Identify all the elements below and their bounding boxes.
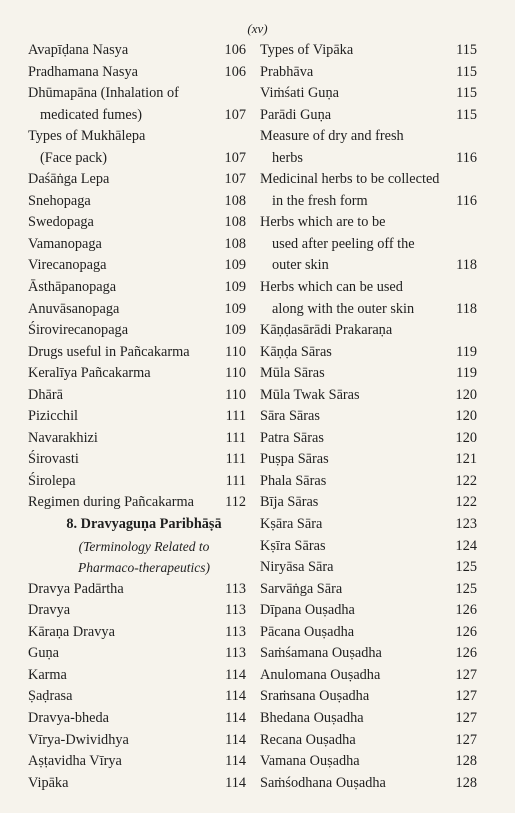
toc-entry-title: Vipāka xyxy=(28,774,69,791)
toc-entry xyxy=(28,751,246,773)
toc-entry xyxy=(260,105,477,127)
toc-entry-title: Swedopaga xyxy=(28,214,94,231)
toc-entry-title: Snehopaga xyxy=(28,192,91,209)
toc-entry xyxy=(28,708,246,730)
toc-entry xyxy=(260,536,477,558)
toc-entry xyxy=(28,428,246,450)
toc-entry-title: Pācana Ouṣadha xyxy=(260,623,355,640)
toc-entry-page: 107 xyxy=(224,171,246,188)
toc-entry-page: 127 xyxy=(455,688,477,705)
toc-entry-title: Dhūmapāna (Inhalation of xyxy=(28,85,179,102)
toc-entry-page: 116 xyxy=(456,192,477,209)
toc-entry-title: Avapīḍana Nasya xyxy=(28,42,129,58)
toc-entry-title-continued: used after peeling off the xyxy=(272,235,415,252)
right-entries xyxy=(260,40,477,794)
toc-entry xyxy=(260,83,477,105)
toc-entry xyxy=(260,708,477,730)
toc-entry-title: Puṣpa Sāras xyxy=(260,451,329,468)
toc-entry-page: 110 xyxy=(225,386,246,403)
toc-entry-page: 113 xyxy=(225,645,246,662)
toc-entry xyxy=(28,471,246,493)
toc-entry xyxy=(260,255,477,277)
toc-entry-title: Types of Mukhālepa xyxy=(28,128,146,145)
toc-entry-title: Dravya xyxy=(28,602,71,619)
toc-entry-title: Recana Ouṣadha xyxy=(260,731,356,748)
toc-entry-title-continued: herbs xyxy=(272,149,303,166)
section-heading: 8. Dravyaguṇa Paribhāṣā xyxy=(66,516,222,533)
toc-entry-page: 123 xyxy=(455,516,477,533)
toc-entry xyxy=(28,643,246,665)
toc-entry-page: 114 xyxy=(225,753,246,770)
toc-entry xyxy=(28,126,246,148)
toc-entry-page: 106 xyxy=(224,63,246,80)
toc-entry-page: 115 xyxy=(456,42,477,58)
toc-entry-title: Vamanopaga xyxy=(28,235,102,252)
toc-entry-title: Śirolepa xyxy=(28,472,76,489)
toc-entry xyxy=(28,148,246,170)
toc-entry-title: Guṇa xyxy=(28,645,59,662)
toc-entry xyxy=(260,773,477,795)
toc-entry-page: 118 xyxy=(456,257,477,274)
toc-entry-title: Parādi Guṇa xyxy=(260,106,332,123)
toc-entry-title: Patra Sāras xyxy=(260,429,324,446)
toc-entry xyxy=(260,643,477,665)
toc-entry-page: 114 xyxy=(225,666,246,683)
toc-entry-page: 126 xyxy=(455,645,477,662)
toc-entry xyxy=(28,686,246,708)
toc-entry-page: 111 xyxy=(225,429,246,446)
toc-entry-title: Bhedana Ouṣadha xyxy=(260,709,364,726)
toc-entry-title: Saṁśamana Ouṣadha xyxy=(260,645,382,662)
toc-entry-page: 109 xyxy=(224,257,246,274)
toc-entry xyxy=(28,212,246,234)
toc-entry-page: 109 xyxy=(224,279,246,296)
toc-entry xyxy=(260,600,477,622)
toc-entry-title: Āsthāpanopaga xyxy=(28,279,117,296)
toc-entry xyxy=(260,471,477,493)
toc-entry-page: 108 xyxy=(224,235,246,252)
toc-entry-title: Herbs which are to be xyxy=(260,214,386,231)
toc-entry-page: 111 xyxy=(225,451,246,468)
toc-entry-title-continued: (Face pack) xyxy=(40,149,108,166)
toc-entry-page: 125 xyxy=(455,580,477,597)
toc-entry-page: 126 xyxy=(455,602,477,619)
toc-entry-page: 109 xyxy=(224,300,246,317)
toc-entry xyxy=(28,277,246,299)
toc-entry xyxy=(260,730,477,752)
toc-entry xyxy=(260,557,477,579)
toc-entry xyxy=(28,492,246,514)
toc-entry-title: Aṣṭavidha Vīrya xyxy=(28,753,122,770)
toc-entry-title: Sraṁsana Ouṣadha xyxy=(260,688,370,705)
toc-entry-title: Keralīya Pañcakarma xyxy=(28,365,151,382)
toc-entry-title: Dhārā xyxy=(28,386,63,403)
toc-entry xyxy=(260,299,477,321)
toc-entry xyxy=(28,600,246,622)
toc-entry-page: 106 xyxy=(224,42,246,58)
toc-entry-title: Types of Vipāka xyxy=(260,42,354,58)
toc-entry xyxy=(28,342,246,364)
toc-entry-title: Pizicchil xyxy=(28,408,79,425)
toc-entry-title: Medicinal herbs to be collected xyxy=(260,171,440,188)
toc-entry-page: 122 xyxy=(455,494,477,511)
toc-entry xyxy=(260,212,477,234)
toc-entry xyxy=(260,385,477,407)
toc-entry-title: Kṣīra Sāras xyxy=(260,537,326,554)
toc-entry-page: 110 xyxy=(225,365,246,382)
toc-entry-page: 113 xyxy=(225,602,246,619)
toc-entry-title: Viṁśati Guṇa xyxy=(260,85,339,102)
toc-entry-page: 125 xyxy=(455,559,477,576)
toc-entry-title-continued: outer skin xyxy=(272,257,329,274)
toc-entry xyxy=(260,191,477,213)
toc-entry-title: Sarvāṅga Sāra xyxy=(260,580,343,597)
toc-entry-title: Kāraṇa Dravya xyxy=(28,623,115,640)
toc-entry-page: 113 xyxy=(225,623,246,640)
toc-entry-page: 124 xyxy=(455,537,477,554)
toc-entry-page: 107 xyxy=(224,149,246,166)
toc-entry xyxy=(28,773,246,795)
toc-entry-page: 118 xyxy=(456,300,477,317)
toc-entry-page: 114 xyxy=(225,731,246,748)
toc-entry xyxy=(260,751,477,773)
toc-entry xyxy=(28,299,246,321)
toc-entry-title: Measure of dry and fresh xyxy=(260,128,404,145)
toc-entry-page: 111 xyxy=(225,408,246,425)
toc-entry xyxy=(28,579,246,601)
toc-entry-page: 115 xyxy=(456,85,477,102)
toc-entry-page: 111 xyxy=(225,472,246,489)
toc-entry-page: 119 xyxy=(456,365,477,382)
toc-entry xyxy=(28,385,246,407)
toc-entry-title: Phala Sāras xyxy=(260,472,327,489)
toc-entry-page: 128 xyxy=(455,774,477,791)
toc-entry xyxy=(260,514,477,536)
toc-entry-title: Drugs useful in Pañcakarma xyxy=(28,343,190,360)
toc-entry-title: Sāra Sāras xyxy=(260,408,320,425)
left-entries xyxy=(28,40,246,514)
toc-entry-title: Śirovirecanopaga xyxy=(28,322,129,339)
toc-entry-title: Karma xyxy=(28,666,67,683)
toc-entry-title: Pradhamana Nasya xyxy=(28,63,138,80)
toc-entry xyxy=(28,406,246,428)
toc-entry xyxy=(260,363,477,385)
toc-entry-page: 113 xyxy=(225,580,246,597)
toc-entry xyxy=(260,449,477,471)
toc-entry xyxy=(260,62,477,84)
toc-entry xyxy=(28,40,246,62)
toc-entry-title: Prabhāva xyxy=(260,63,314,80)
toc-entry-page: 126 xyxy=(455,623,477,640)
toc-entry-title: Vīrya-Dwividhya xyxy=(28,731,129,748)
toc-entry-page: 120 xyxy=(455,429,477,446)
toc-entry xyxy=(260,320,477,342)
toc-entry-title: Navarakhizi xyxy=(28,429,98,446)
toc-entry-page: 109 xyxy=(224,322,246,339)
toc-entry-title: Anulomana Ouṣadha xyxy=(260,666,381,683)
toc-entry xyxy=(260,428,477,450)
toc-entry-page: 127 xyxy=(455,731,477,748)
toc-entry xyxy=(260,148,477,170)
toc-entry-title: Kāṇḍa Sāras xyxy=(260,343,332,360)
toc-entry-title: Anuvāsanopaga xyxy=(28,300,120,317)
toc-right-column xyxy=(260,40,477,794)
toc-entry-page: 116 xyxy=(456,149,477,166)
toc-entry xyxy=(28,62,246,84)
toc-entry xyxy=(260,492,477,514)
toc-entry-page: 110 xyxy=(225,343,246,360)
toc-entry xyxy=(28,622,246,644)
toc-entry xyxy=(260,169,477,191)
toc-entry-page: 115 xyxy=(456,63,477,80)
toc-entry xyxy=(260,342,477,364)
toc-entry-page: 108 xyxy=(224,214,246,231)
toc-entry-page: 108 xyxy=(224,192,246,209)
toc-entry-page: 114 xyxy=(225,709,246,726)
toc-entry xyxy=(260,126,477,148)
toc-entry-page: 127 xyxy=(455,666,477,683)
section-subtitle-line-2: Pharmaco-therapeutics) xyxy=(78,560,210,576)
left-entries-after xyxy=(28,579,246,794)
toc-entry-page: 115 xyxy=(456,106,477,123)
toc-entry-page: 128 xyxy=(455,753,477,770)
toc-entry xyxy=(28,105,246,127)
toc-entry xyxy=(260,406,477,428)
toc-entry-title: Daśāṅga Lepa xyxy=(28,171,110,188)
toc-entry-title: Ṣaḍrasa xyxy=(28,688,73,705)
page-number: (xv) xyxy=(247,21,268,36)
toc-entry-title: Dravya-bheda xyxy=(28,709,109,726)
toc-entry xyxy=(28,730,246,752)
toc-entry-title: Saṁśodhana Ouṣadha xyxy=(260,774,386,791)
toc-entry-title: Niryāsa Sāra xyxy=(260,559,334,576)
toc-entry xyxy=(260,579,477,601)
section-subtitle-line-1: (Terminology Related to xyxy=(78,538,210,554)
toc-entry-page: 121 xyxy=(455,451,477,468)
toc-entry-page: 119 xyxy=(456,343,477,360)
toc-entry-page: 114 xyxy=(225,688,246,705)
toc-entry-page: 114 xyxy=(225,774,246,791)
toc-entry-title: Virecanopaga xyxy=(28,257,107,274)
toc-entry xyxy=(260,622,477,644)
toc-entry xyxy=(28,191,246,213)
toc-entry-title-continued: medicated fumes) xyxy=(40,106,143,123)
toc-entry-title: Mūla Sāras xyxy=(260,365,325,382)
toc-entry-title: Kāṇḍasārādi Prakaraṇa xyxy=(260,322,393,339)
toc-entry-page: 112 xyxy=(225,494,246,511)
toc-entry-title: Regimen during Pañcakarma xyxy=(28,494,194,511)
toc-entry-title: Kṣāra Sāra xyxy=(260,516,323,533)
toc-entry xyxy=(28,234,246,256)
toc-entry-title: Mūla Twak Sāras xyxy=(260,386,360,403)
toc-entry-title: Vamana Ouṣadha xyxy=(260,753,360,770)
toc-entry xyxy=(28,665,246,687)
toc-entry-title: Bīja Sāras xyxy=(260,494,319,511)
toc-entry-page: 127 xyxy=(455,709,477,726)
toc-entry xyxy=(260,665,477,687)
toc-entry xyxy=(260,40,477,62)
toc-entry-title-continued: in the fresh form xyxy=(272,192,368,209)
toc-entry-title: Herbs which can be used xyxy=(260,279,403,296)
toc-entry-title: Dīpana Ouṣadha xyxy=(260,602,355,619)
toc-entry xyxy=(260,277,477,299)
toc-entry xyxy=(28,255,246,277)
toc-entry xyxy=(28,320,246,342)
toc-entry xyxy=(28,83,246,105)
toc-entry-title: Dravya Padārtha xyxy=(28,580,124,597)
toc-entry-title: Śirovasti xyxy=(28,451,79,468)
toc-entry xyxy=(28,363,246,385)
toc-entry-page: 120 xyxy=(455,386,477,403)
toc-entry xyxy=(260,686,477,708)
toc-entry-page: 107 xyxy=(224,106,246,123)
toc-entry xyxy=(260,234,477,256)
toc-left-column xyxy=(28,40,246,794)
toc-entry xyxy=(28,169,246,191)
toc-entry-title-continued: along with the outer skin xyxy=(272,300,415,317)
toc-entry-page: 122 xyxy=(455,472,477,489)
toc-entry-page: 120 xyxy=(455,408,477,425)
toc-entry xyxy=(28,449,246,471)
